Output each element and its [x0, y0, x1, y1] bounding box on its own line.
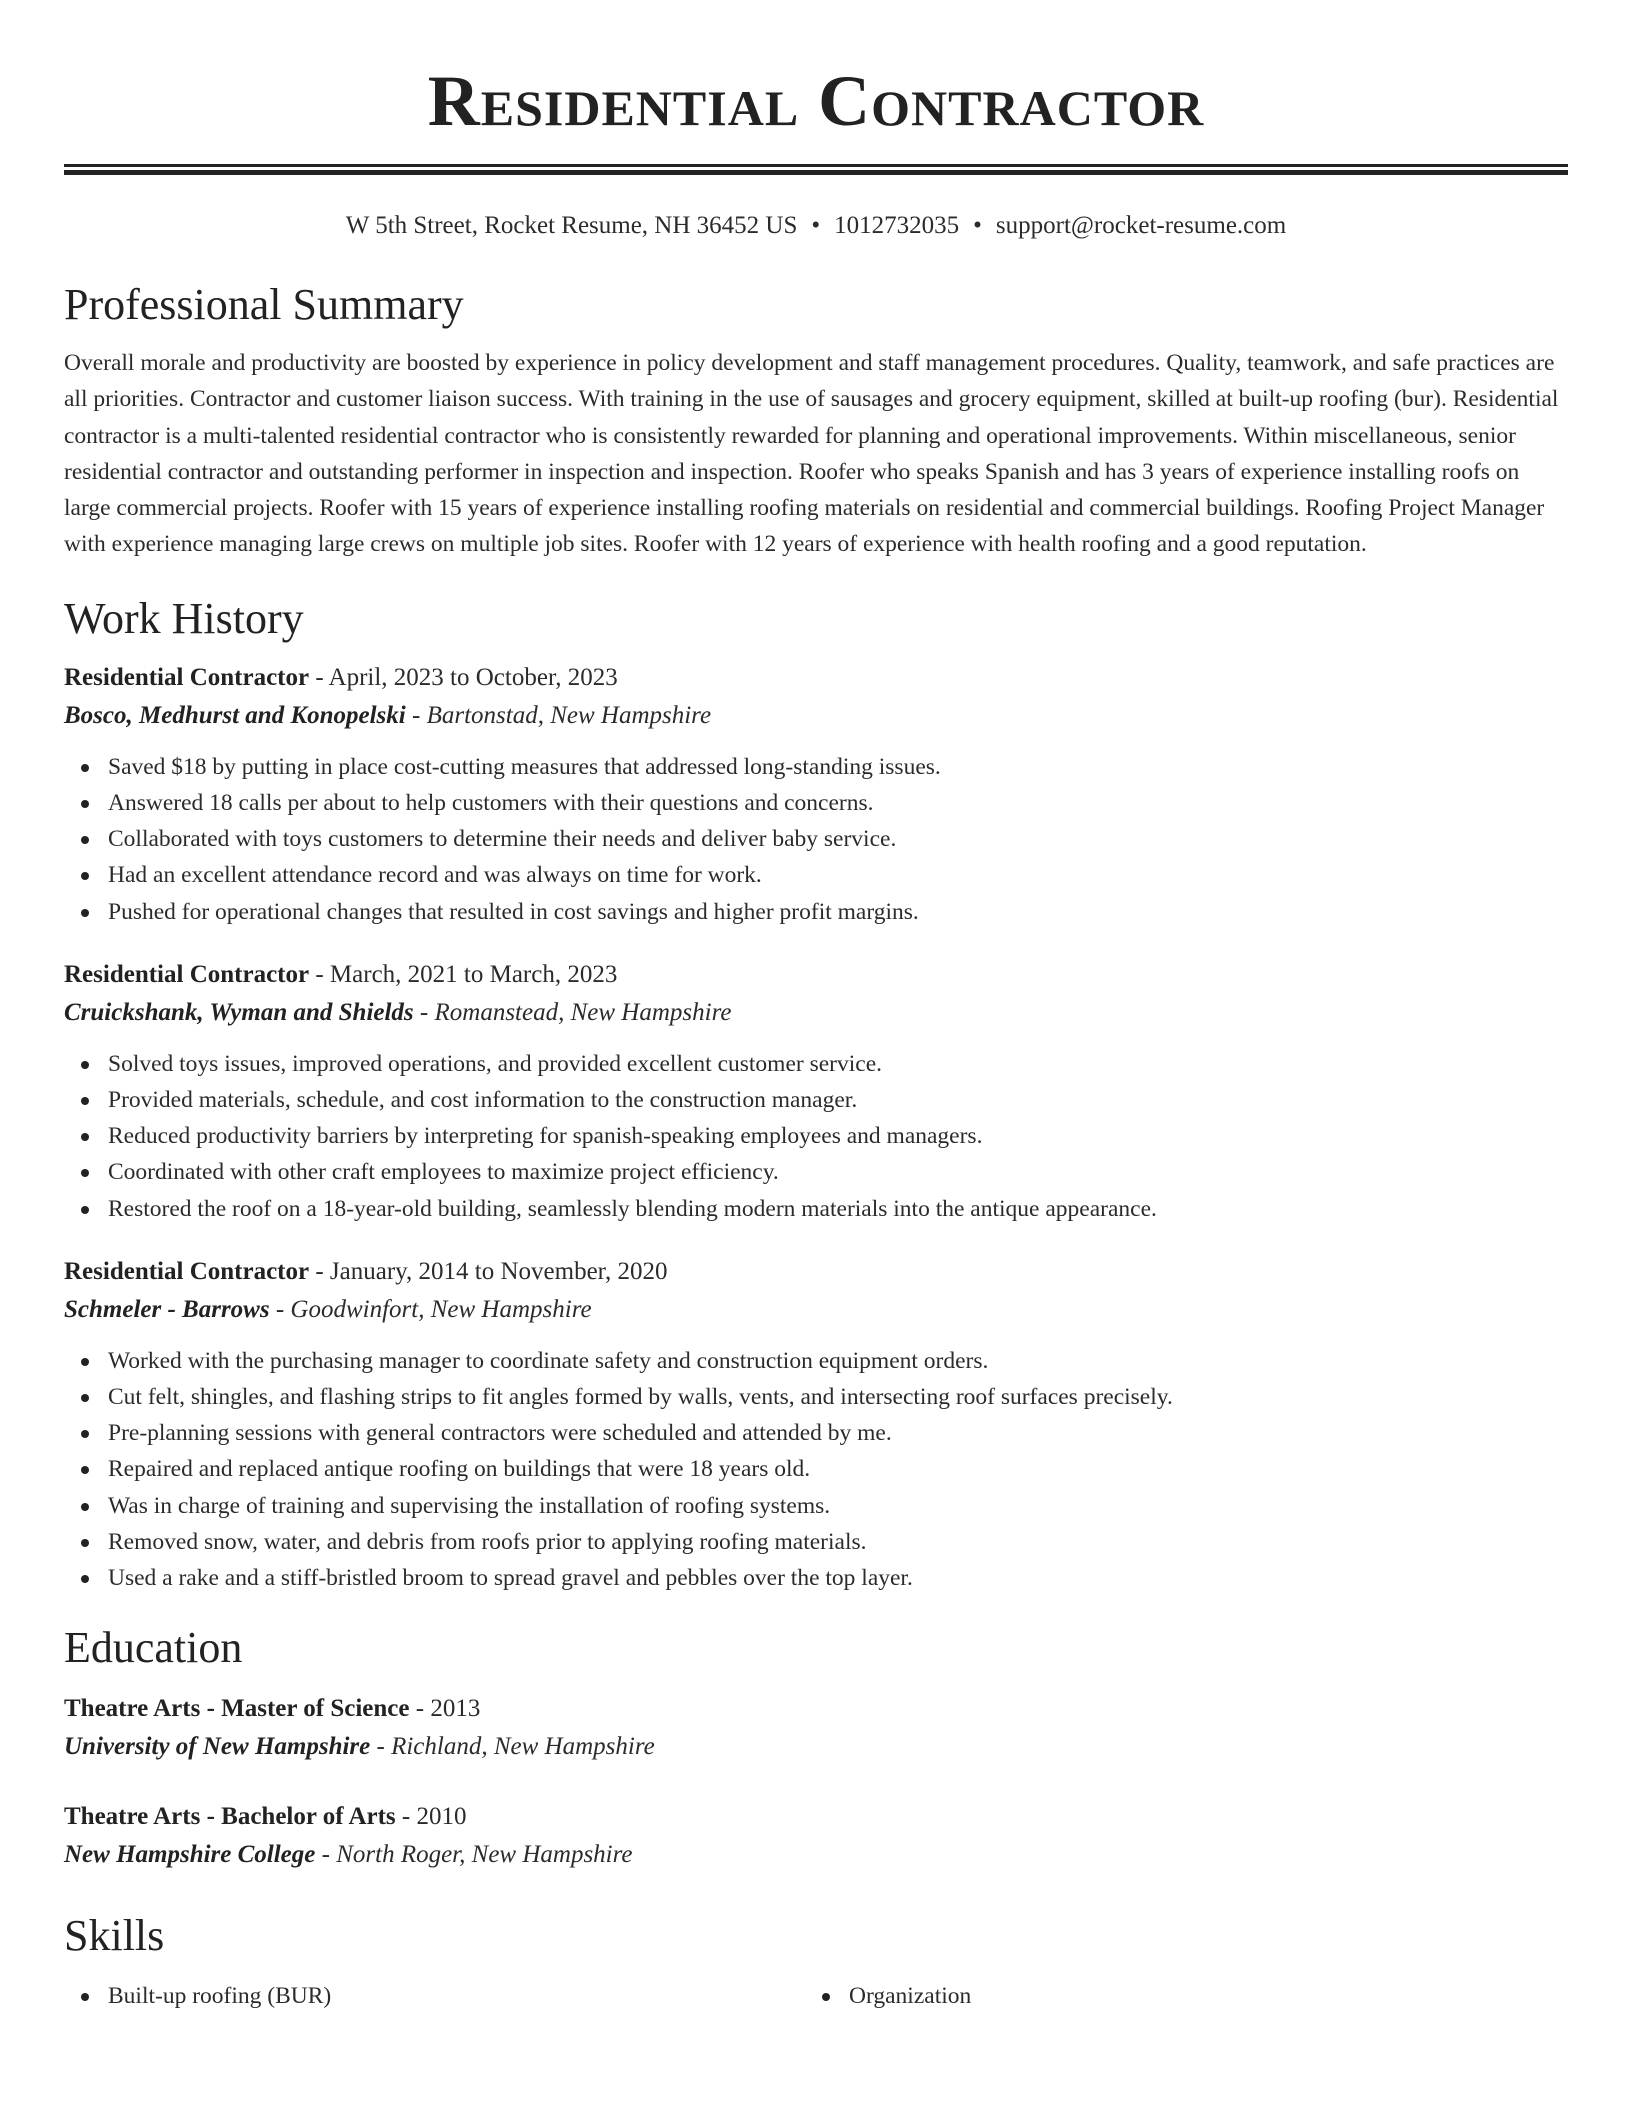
education-school: New Hampshire College	[64, 1841, 316, 1869]
duty-text: Reduced productivity barriers by interpreting for spanish-speaking employees and managers.	[108, 1123, 983, 1150]
list-item	[64, 1191, 1568, 1227]
list-item	[64, 1343, 1568, 1379]
duty-text: Restored the roof on a 18-year-old building, seamlessly blending modern materials into the antique appearance.	[108, 1195, 1157, 1222]
bullet-icon	[81, 1206, 89, 1214]
candidate-name: Residential Contractor	[427, 61, 1205, 141]
bullet-icon	[81, 1993, 89, 2001]
duty-text: Answered 18 calls per about to help customers with their questions and concerns.	[108, 789, 874, 816]
list-item	[64, 1488, 1568, 1524]
duty-text: Collaborated with toys customers to determine their needs and deliver baby service.	[108, 826, 897, 853]
education-heading	[64, 1690, 1568, 1728]
bullet-icon	[81, 872, 89, 880]
job-duties-list	[64, 1046, 1568, 1227]
list-item	[64, 1415, 1568, 1451]
duty-text: Worked with the purchasing manager to coordinate safety and construction equipment orders.	[108, 1347, 989, 1374]
section-title-summary: Professional Summary	[64, 280, 464, 329]
bullet-icon	[81, 1358, 89, 1366]
job-employer-line	[64, 697, 1568, 735]
list-item	[64, 1118, 1568, 1154]
duty-text: Pushed for operational changes that resulted in cost savings and higher profit margins.	[108, 898, 919, 925]
bullet-icon	[81, 1575, 89, 1583]
duty-text: Saved $18 by putting in place cost-cutting measures that addressed long-standing issues.	[108, 753, 941, 780]
section-title-skills: Skills	[64, 1911, 165, 1961]
education-degree: Theatre Arts - Master of Science	[64, 1695, 410, 1723]
list-item	[64, 1560, 1568, 1596]
summary-text: Overall morale and productivity are boosted by experience in policy development and staff management procedures. Quality, teamwork, and safe practices are all priorities. Contractor and customer liaison success. With training in the use of sausages and grocery equipment, skilled at built-up roofing (bur). Residential contractor is a multi-talented residential contractor who is consistently rewarded for planning and operational improvements. Within miscellaneous, senior residential contractor and outstanding performer in inspection and inspection. Roofer who speaks Spanish and has 3 years of experience installing roofs on large commercial projects. Roofer with 15 years of experience installing roofing materials on residential and commercial buildings. Roofing Project Manager with experience managing large crews on multiple job sites. Roofer with 12 years of experience with health roofing and a good reputation.	[64, 350, 1559, 558]
duty-text: Repaired and replaced antique roofing on buildings that were 18 years old.	[108, 1456, 811, 1483]
job-heading	[64, 1253, 1568, 1291]
separator-dot: •	[973, 212, 982, 239]
list-item	[64, 857, 1568, 893]
education-school: University of New Hampshire	[64, 1733, 371, 1761]
section-title-education: Education	[64, 1623, 243, 1673]
bullet-icon	[81, 1466, 89, 1474]
job-location: - Romanstead, New Hampshire	[413, 998, 732, 1026]
list-item	[64, 821, 1568, 857]
bullet-icon	[81, 1503, 89, 1511]
job-entry	[64, 956, 1568, 1227]
separator-dot: •	[811, 212, 821, 239]
job-heading	[64, 956, 1568, 994]
job-entry	[64, 659, 1568, 930]
list-item	[64, 1524, 1568, 1560]
list-item	[64, 785, 1568, 821]
bullet-icon	[81, 764, 89, 772]
duty-text: Used a rake and a stiff-bristled broom to spread gravel and pebbles over the top layer.	[108, 1565, 913, 1592]
duty-text: Removed snow, water, and debris from roofs prior to applying roofing materials.	[108, 1528, 867, 1555]
list-item	[64, 894, 1568, 930]
list-item	[64, 749, 1568, 785]
job-dates: - March, 2021 to March, 2023	[309, 960, 618, 988]
duty-text: Cut felt, shingles, and flashing strips to fit angles formed by walls, vents, and intersecting roof surfaces precisely.	[108, 1384, 1173, 1411]
education-entry	[64, 1798, 1568, 1874]
job-role: Residential Contractor	[64, 663, 310, 691]
contact-email: support@rocket-resume.com	[995, 212, 1287, 239]
contact-line	[64, 209, 1568, 243]
duty-text: Had an excellent attendance record and was always on time for work.	[108, 862, 762, 889]
contact-phone: 1012732035	[834, 212, 960, 239]
header-divider	[64, 164, 1568, 175]
education-location: - North Roger, New Hampshire	[315, 1841, 633, 1869]
job-role: Residential Contractor	[64, 1257, 310, 1285]
bullet-icon	[81, 1133, 89, 1141]
education-school-line	[64, 1728, 1568, 1766]
duty-text: Was in charge of training and supervising the installation of roofing systems.	[108, 1492, 831, 1519]
bullet-icon	[81, 1539, 89, 1547]
job-company: Bosco, Medhurst and Konopelski	[64, 701, 406, 729]
list-item	[805, 1978, 1546, 2014]
job-entry	[64, 1253, 1568, 1596]
job-employer-line	[64, 994, 1568, 1032]
list-item	[64, 1154, 1568, 1190]
duty-text: Solved toys issues, improved operations, and provided excellent customer service.	[108, 1050, 883, 1077]
education-degree: Theatre Arts - Bachelor of Arts	[64, 1803, 396, 1831]
duty-text: Provided materials, schedule, and cost information to the construction manager.	[108, 1087, 858, 1113]
job-location: - Bartonstad, New Hampshire	[405, 701, 712, 729]
job-employer-line	[64, 1291, 1568, 1329]
education-entry	[64, 1690, 1568, 1766]
bullet-icon	[81, 1394, 89, 1402]
education-year: - 2010	[395, 1803, 467, 1831]
bullet-icon	[81, 836, 89, 844]
bullet-icon	[81, 800, 89, 808]
job-location: - Goodwinfort, New Hampshire	[269, 1295, 592, 1323]
list-item	[64, 1451, 1568, 1487]
job-role: Residential Contractor	[64, 960, 310, 988]
job-company: Cruickshank, Wyman and Shields	[64, 998, 414, 1026]
contact-address: W 5th Street, Rocket Resume, NH 36452 US	[345, 212, 798, 239]
duty-text: Pre-planning sessions with general contractors were scheduled and attended by me.	[108, 1420, 892, 1447]
education-year: - 2013	[409, 1695, 481, 1723]
list-item	[64, 1046, 1568, 1082]
job-heading	[64, 659, 1568, 697]
education-heading	[64, 1798, 1568, 1836]
job-company: Schmeler - Barrows	[64, 1295, 270, 1323]
job-duties-list	[64, 1343, 1568, 1596]
bullet-icon	[822, 1993, 830, 2001]
skill-text: Built-up roofing (BUR)	[108, 1983, 332, 2010]
bullet-icon	[81, 1061, 89, 1069]
education-school-line	[64, 1836, 1568, 1874]
bullet-icon	[81, 1430, 89, 1438]
duty-text: Coordinated with other craft employees to maximize project efficiency.	[108, 1159, 779, 1186]
job-dates: - April, 2023 to October, 2023	[309, 663, 618, 691]
list-item	[64, 1978, 805, 2014]
job-duties-list	[64, 749, 1568, 930]
skills-list	[64, 1978, 1568, 2014]
list-item	[64, 1379, 1568, 1415]
list-item	[64, 1082, 1568, 1118]
bullet-icon	[81, 1169, 89, 1177]
bullet-icon	[81, 909, 89, 917]
skill-text: Organization	[849, 1983, 972, 2010]
job-dates: - January, 2014 to November, 2020	[309, 1257, 668, 1285]
bullet-icon	[81, 1097, 89, 1105]
education-location: - Richland, New Hampshire	[370, 1733, 655, 1761]
section-title-work-history: Work History	[64, 593, 304, 643]
